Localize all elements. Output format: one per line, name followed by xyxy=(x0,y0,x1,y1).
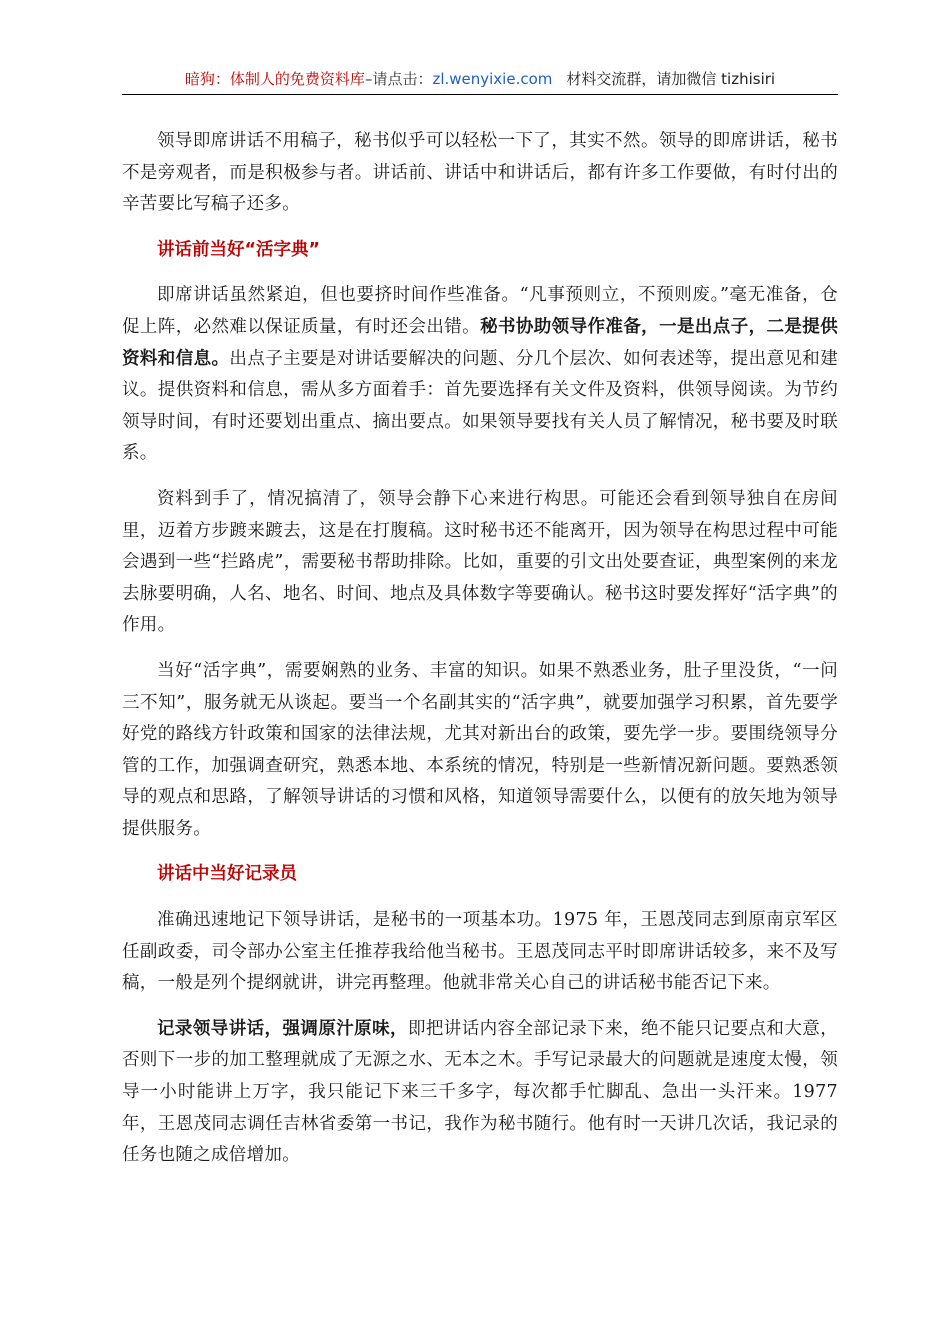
header-url-link[interactable]: zl.wenyixie.com xyxy=(432,70,553,88)
intro-paragraph: 领导即席讲话不用稿子，秘书似乎可以轻松一下了，其实不然。领导的即席讲话，秘书不是旁观者，而是积极参与者。讲话前、讲话中和讲话后，都有许多工作要做，有时付出的辛苦要比写稿子还多。 xyxy=(122,131,838,215)
section-heading-before-speech: 讲话前当好“活字典” xyxy=(157,239,321,260)
bold-emphasis: 记录领导讲话，强调原汁原味， xyxy=(157,1018,408,1039)
paragraph-preparation xyxy=(122,280,838,470)
paragraph-recording-original xyxy=(122,1014,838,1172)
paragraph-conception: 资料到手了，情况搞清了，领导会静下心来进行构思。可能还会看到领导独自在房间里，迈着方步踱来踱去，这是在打腹稿。这时秘书还不能离开，因为领导在构思过程中可能会遇到一些“拦路虎”，需要秘书帮助排除。比如，重要的引文出处要查证，典型案例的来龙去脉要明确，人名、地名、时间、地点及具体数字等要确认。秘书这时要发挥好“活字典”的作用。 xyxy=(122,488,838,636)
bold-emphasis: 秘书协助领导作准备，一是出点子，二是提供资料和信息。 xyxy=(122,316,839,369)
page-header xyxy=(122,64,838,95)
paragraph-recording-basics: 准确迅速地记下领导讲话，是秘书的一项基本功。1975 年，王恩茂同志到原南京军区任副政委，司令部办公室主任推荐我给他当秘书。王恩茂同志平时即席讲话较多，来不及写稿，一般是列个提纲就讲，讲完再整理。他就非常关心自己的讲话秘书能否记下来。 xyxy=(122,910,838,994)
header-brand: 暗狗：体制人的免费资料库 xyxy=(184,70,365,88)
paragraph-text: 出点子主要是对讲话要解决的问题、分几个层次、如何表述等，提出意见和建议。提供资料和信息，需从多方面着手：首先要选择有关文件及资料，供领导阅读。为节约领导时间，有时还要划出重点、摘出要点。如果领导要找有关人员了解情况，秘书要及时联系。 xyxy=(122,348,838,464)
article-body xyxy=(122,126,838,1186)
header-separator: –请点击： xyxy=(364,70,433,88)
paragraph-text: 即把讲话内容全部记录下来，绝不能只记要点和大意，否则下一步的加工整理就成了无源之水、无本之木。手写记录最大的问题就是速度太慢，领导一小时能讲上万字，我只能记下来三千多字，每次都手忙脚乱、急出一头汗来。1977 年，王恩茂同志调任吉林省委第一书记，我作为秘书随行。他有时一天讲几次话，我记录的任务也随之成倍增加。 xyxy=(122,1018,838,1166)
header-group-info: 材料交流群，请加微信 tizhisiri xyxy=(566,70,776,88)
section-heading-during-speech: 讲话中当好记录员 xyxy=(157,864,297,885)
paragraph-text: 即席讲话虽然紧迫，但也要挤时间作些准备。“凡事预则立，不预则废。”毫无准备，仓促上阵，必然难以保证质量，有时还会出错。 xyxy=(122,285,838,337)
paragraph-living-dictionary: 当好“活字典”，需要娴熟的业务、丰富的知识。如果不熟悉业务，肚子里没货，“一问三不知”，服务就无从谈起。要当一个名副其实的“活字典”，就要加强学习积累，首先要学好党的路线方针政策和国家的法律法规，尤其对新出台的政策，要先学一步。要围绕领导分管的工作，加强调查研究，熟悉本地、本系统的情况，特别是一些新情况新问题。要熟悉领导的观点和思路，了解领导讲话的习惯和风格，知道领导需要什么，以便有的放矢地为领导提供服务。 xyxy=(122,660,838,839)
